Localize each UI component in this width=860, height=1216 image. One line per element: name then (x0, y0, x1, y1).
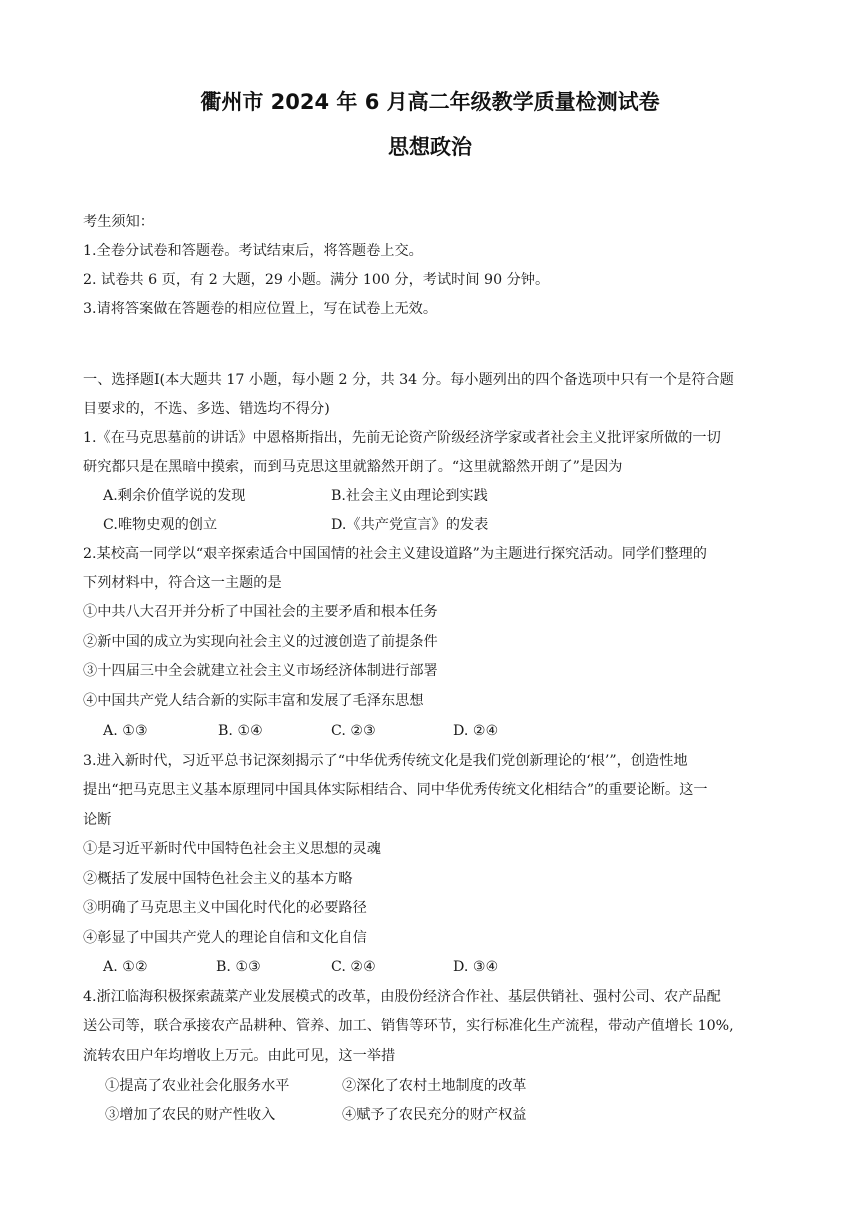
q2-item: ②新中国的成立为实现向社会主义的过渡创造了前提条件 (83, 634, 438, 650)
q2-option-d: D. ②④ (453, 723, 499, 739)
q2-option-a: A. ①③ (103, 723, 148, 739)
q2-item: ③十四届三中全会就建立社会主义市场经济体制进行部署 (83, 663, 438, 679)
q3-item: ④彰显了中国共产党人的理论自信和文化自信 (83, 930, 367, 946)
q3-option-c: C. ②④ (331, 959, 376, 975)
q4-stem: 流转农田户年均增收上万元。由此可见，这一举措 (83, 1048, 396, 1064)
q1-option-b: B.社会主义由理论到实践 (331, 488, 488, 504)
q2-option-b: B. ①④ (218, 723, 263, 739)
q1-stem: 1.《在马克思墓前的讲话》中恩格斯指出，先前无论资产阶级经济学家或者社会主义批评家所做的一切 (83, 430, 721, 446)
q3-option-d: D. ③④ (453, 959, 499, 975)
q4-item: ④赋予了农民充分的财产权益 (342, 1107, 527, 1123)
q1-stem: 研究都只是在黑暗中摸索，而到马克思这里就豁然开朗了。“这里就豁然开朗了”是因为 (83, 459, 623, 475)
q2-stem: 下列材料中，符合这一主题的是 (83, 575, 282, 591)
q3-item: ③明确了马克思主义中国化时代化的必要路径 (83, 900, 367, 916)
q4-item: ②深化了农村土地制度的改革 (342, 1078, 527, 1094)
exam-title: 衢州市 2024 年 6 月高二年级教学质量检测试卷 (200, 90, 660, 114)
exam-subject: 思想政治 (388, 135, 472, 159)
q1-option-d: D.《共产党宣言》的发表 (331, 517, 489, 533)
q4-item: ③增加了农民的财产性收入 (105, 1107, 276, 1123)
section-intro: 目要求的，不选、多选、错选均不得分) (83, 401, 330, 417)
q4-stem: 4.浙江临海积极探索蔬菜产业发展模式的改革，由股份经济合作社、基层供销社、强村公司、农产品配 (83, 989, 721, 1005)
q3-item: ①是习近平新时代中国特色社会主义思想的灵魂 (83, 841, 381, 857)
notice-heading: 考生须知： (83, 214, 154, 230)
q3-option-a: A. ①② (103, 959, 148, 975)
q2-stem: 2.某校高一同学以“艰辛探索适合中国国情的社会主义建设道路”为主题进行探究活动。同学们整理的 (83, 546, 707, 562)
q2-option-c: C. ②③ (331, 723, 376, 739)
notice-item: 1.全卷分试卷和答题卷。考试结束后，将答题卷上交。 (83, 243, 423, 259)
q2-item: ①中共八大召开并分析了中国社会的主要矛盾和根本任务 (83, 604, 438, 620)
q3-stem: 论断 (83, 812, 112, 828)
section-intro: 一、选择题Ⅰ(本大题共 17 小题，每小题 2 分，共 34 分。每小题列出的四个备选项中只有一个是符合题 (83, 372, 734, 388)
q1-option-a: A.剩余价值学说的发现 (103, 488, 246, 504)
notice-item: 2. 试卷共 6 页，有 2 大题，29 小题。满分 100 分，考试时间 90 分钟。 (83, 272, 550, 288)
q1-option-c: C.唯物史观的创立 (103, 517, 218, 533)
q3-item: ②概括了发展中国特色社会主义的基本方略 (83, 871, 353, 887)
notice-item: 3.请将答案做在答题卷的相应位置上，写在试卷上无效。 (83, 301, 438, 317)
q3-stem: 3.进入新时代，习近平总书记深刻揭示了“中华优秀传统文化是我们党创新理论的‘根’”，创造性地 (83, 753, 688, 769)
q4-stem: 送公司等，联合承接农产品耕种、管养、加工、销售等环节，实行标准化生产流程，带动产值增长 10%, (83, 1018, 734, 1034)
q3-option-b: B. ①③ (216, 959, 261, 975)
q3-stem: 提出“把马克思主义基本原理同中国具体实际相结合、同中华优秀传统文化相结合”的重要论断。这一 (83, 782, 708, 798)
q2-item: ④中国共产党人结合新的实际丰富和发展了毛泽东思想 (83, 693, 424, 709)
q4-item: ①提高了农业社会化服务水平 (105, 1078, 290, 1094)
